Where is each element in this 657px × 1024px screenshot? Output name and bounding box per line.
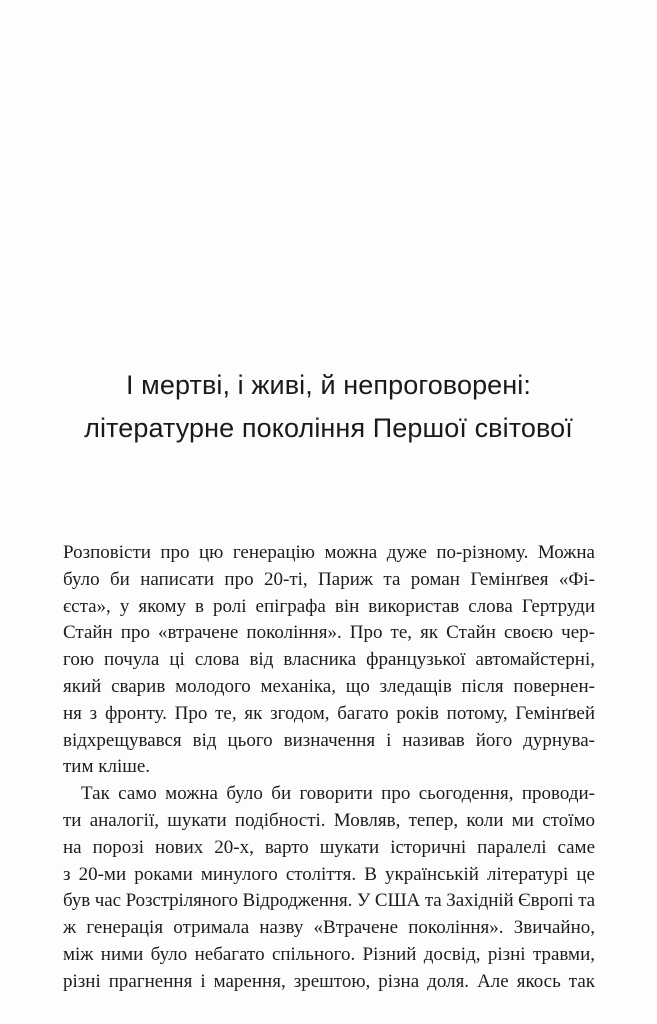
chapter-title-line-1: І мертві, і живі, й непроговорені: [125,370,532,400]
text-line: відхрещувався від цього визначення і називав його дурнува- [63,729,595,751]
text-line: з 20-ми роками минулого століття. В українській літературі це [63,863,595,885]
body-text [63,540,595,996]
text-line: єста», у якому в ролі епіграфа він використав слова Гертруди [63,595,595,617]
paragraph-2 [63,781,595,995]
text-line: на порозі нових 20-х, варто шукати історичні паралелі саме [63,836,595,858]
text-line: який сварив молодого механіка, що зледащів після повернен- [63,675,595,697]
text-line: різні прагнення і марення, зрештою, різна доля. Але якось так [63,970,595,992]
text-line: гою почула ці слова від власника французької автомайстерні, [63,649,595,671]
text-line: ти аналогії, шукати подібності. Мовляв, тепер, коли ми стоїмо [63,809,595,831]
text-line: ня з фронту. Про те, як згодом, багато років потому, Гемінґвей [63,702,595,724]
text-line: ж генерація отримала назву «Втрачене покоління». Звичайно, [63,917,595,939]
text-line: між ними було небагато спільного. Різний досвід, різні травми, [63,943,595,965]
paragraph-1 [63,540,595,781]
text-line: Стайн про «втрачене покоління». Про те, як Стайн своєю чер- [63,622,595,644]
text-line: було би написати про 20-ті, Париж та роман Гемінґвея «Фі- [63,568,595,590]
text-line: Так само можна було би говорити про сьогодення, проводи- [81,783,595,805]
text-line: був час Розстріляного Відродження. У США та Західній Європі та [63,890,595,912]
chapter-title-line-2: літературне покоління Першої світової [84,413,573,443]
text-line: Розповісти про цю генерацію можна дуже по-різному. Можна [63,542,595,563]
text-line: тим кліше. [63,756,151,778]
chapter-title [0,364,657,450]
